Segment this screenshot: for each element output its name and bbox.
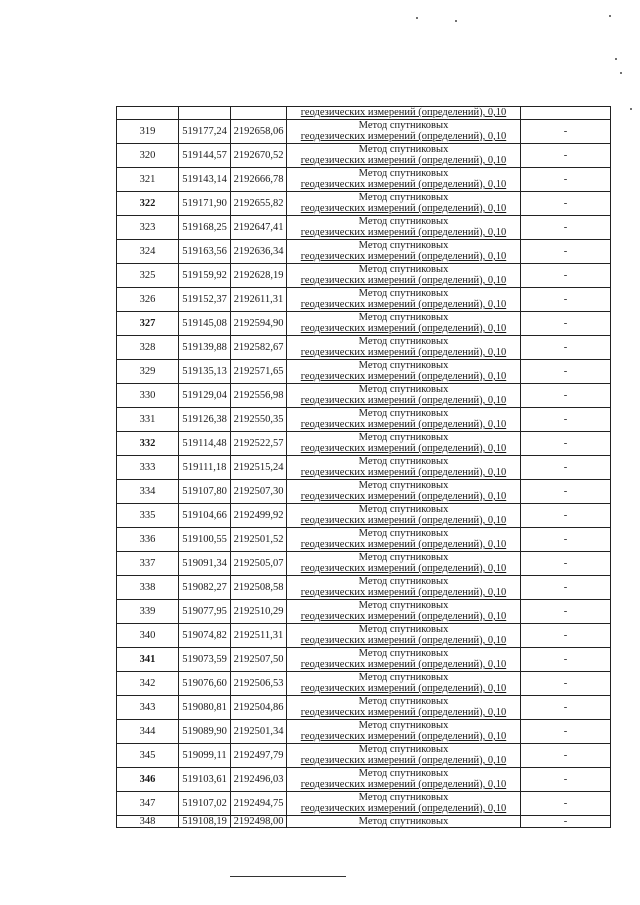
error-cell: - bbox=[521, 311, 611, 335]
method-text-line1: Метод спутниковых bbox=[358, 431, 449, 443]
point-number-cell: 333 bbox=[117, 455, 179, 479]
table-row bbox=[117, 167, 611, 191]
footer-rule bbox=[230, 876, 346, 877]
table-row bbox=[117, 119, 611, 143]
table-row-continued bbox=[117, 107, 611, 120]
method-text-line1: Метод спутниковых bbox=[358, 215, 449, 227]
y-coordinate-cell: 2192494,75 bbox=[231, 791, 287, 815]
y-coordinate-cell: 2192628,19 bbox=[231, 263, 287, 287]
method-cell bbox=[287, 287, 521, 311]
method-text: геодезических измерений (определений), 0,10 bbox=[300, 107, 507, 118]
table-row bbox=[117, 479, 611, 503]
x-coordinate-cell: 519091,34 bbox=[179, 551, 231, 575]
point-number-cell: 337 bbox=[117, 551, 179, 575]
method-text-line2: геодезических измерений (определений), 0,10 bbox=[300, 371, 507, 382]
method-text-line1: Метод спутниковых bbox=[358, 287, 449, 299]
error-cell: - bbox=[521, 815, 611, 828]
method-text-line1: Метод спутниковых bbox=[358, 455, 449, 467]
scan-speck bbox=[609, 15, 611, 17]
error-cell: - bbox=[521, 167, 611, 191]
method-text-line1: Метод спутниковых bbox=[358, 623, 449, 635]
point-number-cell bbox=[117, 107, 179, 120]
error-cell: - bbox=[521, 623, 611, 647]
y-coordinate-cell: 2192556,98 bbox=[231, 383, 287, 407]
method-text-line1: Метод спутниковых bbox=[358, 143, 449, 155]
method-text-line2: геодезических измерений (определений), 0,10 bbox=[300, 251, 507, 262]
table-row bbox=[117, 551, 611, 575]
x-coordinate-cell: 519074,82 bbox=[179, 623, 231, 647]
y-coordinate-cell: 2192636,34 bbox=[231, 239, 287, 263]
x-coordinate-cell: 519163,56 bbox=[179, 239, 231, 263]
x-coordinate-cell: 519107,80 bbox=[179, 479, 231, 503]
error-cell: - bbox=[521, 767, 611, 791]
method-text-line1: Метод спутниковых bbox=[358, 335, 449, 347]
method-cell bbox=[287, 527, 521, 551]
point-number-cell: 324 bbox=[117, 239, 179, 263]
method-text-line2: геодезических измерений (определений), 0,10 bbox=[300, 563, 507, 574]
y-coordinate-cell: 2192522,57 bbox=[231, 431, 287, 455]
method-cell bbox=[287, 503, 521, 527]
scan-speck bbox=[615, 58, 617, 60]
method-text-line1: Метод спутниковых bbox=[358, 647, 449, 659]
method-text-line1: Метод спутниковых bbox=[358, 503, 449, 515]
x-coordinate-cell: 519100,55 bbox=[179, 527, 231, 551]
error-cell: - bbox=[521, 383, 611, 407]
table-row bbox=[117, 599, 611, 623]
method-text-line1: Метод спутниковых bbox=[358, 695, 449, 707]
x-coordinate-cell: 519177,24 bbox=[179, 119, 231, 143]
table-row bbox=[117, 287, 611, 311]
error-cell: - bbox=[521, 647, 611, 671]
method-cell bbox=[287, 479, 521, 503]
error-cell: - bbox=[521, 551, 611, 575]
error-cell: - bbox=[521, 143, 611, 167]
table-row bbox=[117, 575, 611, 599]
method-cell bbox=[287, 263, 521, 287]
y-coordinate-cell: 2192506,53 bbox=[231, 671, 287, 695]
method-text-line2: геодезических измерений (определений), 0,10 bbox=[300, 395, 507, 406]
y-coordinate-cell: 2192515,24 bbox=[231, 455, 287, 479]
y-coordinate-cell: 2192510,29 bbox=[231, 599, 287, 623]
method-cell bbox=[287, 143, 521, 167]
point-number-cell: 326 bbox=[117, 287, 179, 311]
table-row bbox=[117, 671, 611, 695]
error-cell: - bbox=[521, 671, 611, 695]
table-row bbox=[117, 647, 611, 671]
x-coordinate-cell: 519107,02 bbox=[179, 791, 231, 815]
y-coordinate-cell: 2192550,35 bbox=[231, 407, 287, 431]
error-cell: - bbox=[521, 407, 611, 431]
x-coordinate-cell: 519168,25 bbox=[179, 215, 231, 239]
x-coordinate-cell: 519103,61 bbox=[179, 767, 231, 791]
method-text-line2: геодезических измерений (определений), 0,10 bbox=[300, 731, 507, 742]
method-text-line1: Метод спутниковых bbox=[358, 599, 449, 611]
y-coordinate-cell: 2192504,86 bbox=[231, 695, 287, 719]
method-text-line2: геодезических измерений (определений), 0,10 bbox=[300, 515, 507, 526]
method-text-line2: геодезических измерений (определений), 0,10 bbox=[300, 755, 507, 766]
point-number-cell: 335 bbox=[117, 503, 179, 527]
method-text-line2: геодезических измерений (определений), 0,10 bbox=[300, 683, 507, 694]
table-row bbox=[117, 335, 611, 359]
x-coordinate-cell: 519129,04 bbox=[179, 383, 231, 407]
method-text-line2: геодезических измерений (определений), 0,10 bbox=[300, 179, 507, 190]
error-cell: - bbox=[521, 527, 611, 551]
method-cell bbox=[287, 791, 521, 815]
x-coordinate-cell: 519143,14 bbox=[179, 167, 231, 191]
x-coordinate-cell: 519111,18 bbox=[179, 455, 231, 479]
error-cell: - bbox=[521, 719, 611, 743]
method-cell bbox=[287, 671, 521, 695]
y-coordinate-cell: 2192497,79 bbox=[231, 743, 287, 767]
method-text-line1: Метод спутниковых bbox=[358, 167, 449, 179]
point-number-cell: 328 bbox=[117, 335, 179, 359]
table-row bbox=[117, 383, 611, 407]
method-cell bbox=[287, 551, 521, 575]
error-cell: - bbox=[521, 191, 611, 215]
error-cell: - bbox=[521, 359, 611, 383]
x-coordinate-cell: 519108,19 bbox=[179, 815, 231, 828]
point-number-cell: 330 bbox=[117, 383, 179, 407]
method-text-line1: Метод спутниковых bbox=[358, 407, 449, 419]
table-row bbox=[117, 527, 611, 551]
method-cell bbox=[287, 359, 521, 383]
y-coordinate-cell: 2192508,58 bbox=[231, 575, 287, 599]
error-cell: - bbox=[521, 599, 611, 623]
method-text-line2: геодезических измерений (определений), 0,10 bbox=[300, 491, 507, 502]
method-text-line2: геодезических измерений (определений), 0,10 bbox=[300, 635, 507, 646]
x-coordinate-cell: 519114,48 bbox=[179, 431, 231, 455]
error-cell: - bbox=[521, 575, 611, 599]
point-number-cell: 338 bbox=[117, 575, 179, 599]
table-row bbox=[117, 263, 611, 287]
x-coordinate-cell: 519080,81 bbox=[179, 695, 231, 719]
method-text-line1: Метод спутниковых bbox=[358, 479, 449, 491]
scan-speck bbox=[455, 20, 457, 22]
method-text-line2: геодезических измерений (определений), 0,10 bbox=[300, 467, 507, 478]
point-number-cell: 341 bbox=[117, 647, 179, 671]
y-coordinate-cell: 2192571,65 bbox=[231, 359, 287, 383]
x-coordinate-cell bbox=[179, 107, 231, 120]
error-cell: - bbox=[521, 695, 611, 719]
point-number-cell: 321 bbox=[117, 167, 179, 191]
method-cell: Метод спутниковых bbox=[287, 815, 521, 828]
error-cell: - bbox=[521, 431, 611, 455]
method-text-line2: геодезических измерений (определений), 0,10 bbox=[300, 203, 507, 214]
point-number-cell: 336 bbox=[117, 527, 179, 551]
coordinates-table bbox=[116, 106, 611, 828]
method-cell bbox=[287, 767, 521, 791]
y-coordinate-cell: 2192655,82 bbox=[231, 191, 287, 215]
y-coordinate-cell bbox=[231, 107, 287, 120]
table-row bbox=[117, 431, 611, 455]
point-number-cell: 320 bbox=[117, 143, 179, 167]
point-number-cell: 347 bbox=[117, 791, 179, 815]
point-number-cell: 334 bbox=[117, 479, 179, 503]
error-cell: - bbox=[521, 503, 611, 527]
method-cell bbox=[287, 167, 521, 191]
y-coordinate-cell: 2192498,00 bbox=[231, 815, 287, 828]
method-text-line2: геодезических измерений (определений), 0,10 bbox=[300, 347, 507, 358]
y-coordinate-cell: 2192505,07 bbox=[231, 551, 287, 575]
point-number-cell: 342 bbox=[117, 671, 179, 695]
x-coordinate-cell: 519171,90 bbox=[179, 191, 231, 215]
y-coordinate-cell: 2192611,31 bbox=[231, 287, 287, 311]
point-number-cell: 344 bbox=[117, 719, 179, 743]
point-number-cell: 348 bbox=[117, 815, 179, 828]
table-row bbox=[117, 191, 611, 215]
point-number-cell: 339 bbox=[117, 599, 179, 623]
method-cell bbox=[287, 191, 521, 215]
y-coordinate-cell: 2192501,52 bbox=[231, 527, 287, 551]
method-cell bbox=[287, 311, 521, 335]
table-row bbox=[117, 719, 611, 743]
x-coordinate-cell: 519077,95 bbox=[179, 599, 231, 623]
method-text-line2: геодезических измерений (определений), 0,10 bbox=[300, 443, 507, 454]
table-row bbox=[117, 311, 611, 335]
point-number-cell: 325 bbox=[117, 263, 179, 287]
method-cell bbox=[287, 695, 521, 719]
table-row bbox=[117, 767, 611, 791]
method-cell bbox=[287, 719, 521, 743]
point-number-cell: 322 bbox=[117, 191, 179, 215]
table-row bbox=[117, 623, 611, 647]
method-text-line2: геодезических измерений (определений), 0,10 bbox=[300, 275, 507, 286]
point-number-cell: 319 bbox=[117, 119, 179, 143]
method-cell bbox=[287, 599, 521, 623]
method-text-line2: геодезических измерений (определений), 0,10 bbox=[300, 803, 507, 814]
method-text-line1: Метод спутниковых bbox=[358, 383, 449, 395]
method-cell bbox=[287, 119, 521, 143]
method-text-line1: Метод спутниковых bbox=[358, 719, 449, 731]
error-cell: - bbox=[521, 263, 611, 287]
method-cell bbox=[287, 215, 521, 239]
point-number-cell: 340 bbox=[117, 623, 179, 647]
table-row bbox=[117, 407, 611, 431]
error-cell: - bbox=[521, 119, 611, 143]
point-number-cell: 345 bbox=[117, 743, 179, 767]
x-coordinate-cell: 519082,27 bbox=[179, 575, 231, 599]
x-coordinate-cell: 519073,59 bbox=[179, 647, 231, 671]
x-coordinate-cell: 519089,90 bbox=[179, 719, 231, 743]
error-cell: - bbox=[521, 743, 611, 767]
error-cell: - bbox=[521, 455, 611, 479]
y-coordinate-cell: 2192511,31 bbox=[231, 623, 287, 647]
method-text-line2: геодезических измерений (определений), 0,10 bbox=[300, 659, 507, 670]
x-coordinate-cell: 519139,88 bbox=[179, 335, 231, 359]
method-text-line1: Метод спутниковых bbox=[358, 671, 449, 683]
table-row bbox=[117, 503, 611, 527]
method-text-line1: Метод спутниковых bbox=[358, 191, 449, 203]
method-text-line1: Метод спутниковых bbox=[358, 743, 449, 755]
method-text-line2: геодезических измерений (определений), 0,10 bbox=[300, 707, 507, 718]
table-row bbox=[117, 791, 611, 815]
method-cell bbox=[287, 335, 521, 359]
table-row bbox=[117, 215, 611, 239]
point-number-cell: 343 bbox=[117, 695, 179, 719]
method-text-line1: Метод спутниковых bbox=[358, 239, 449, 251]
y-coordinate-cell: 2192507,30 bbox=[231, 479, 287, 503]
method-cell bbox=[287, 107, 521, 120]
method-text-line1: Метод спутниковых bbox=[358, 575, 449, 587]
method-text-line2: геодезических измерений (определений), 0,10 bbox=[300, 323, 507, 334]
method-text-line1: Метод спутниковых bbox=[358, 119, 449, 131]
method-text-line1: Метод спутниковых bbox=[358, 311, 449, 323]
x-coordinate-cell: 519104,66 bbox=[179, 503, 231, 527]
scan-speck bbox=[630, 108, 632, 110]
point-number-cell: 329 bbox=[117, 359, 179, 383]
method-text-line2: геодезических измерений (определений), 0,10 bbox=[300, 587, 507, 598]
table-row bbox=[117, 695, 611, 719]
y-coordinate-cell: 2192582,67 bbox=[231, 335, 287, 359]
method-cell bbox=[287, 575, 521, 599]
method-text-line1: Метод спутниковых bbox=[358, 791, 449, 803]
table-row bbox=[117, 359, 611, 383]
error-cell: - bbox=[521, 239, 611, 263]
method-text-line1: Метод спутниковых bbox=[358, 527, 449, 539]
point-number-cell: 332 bbox=[117, 431, 179, 455]
error-cell: - bbox=[521, 335, 611, 359]
y-coordinate-cell: 2192496,03 bbox=[231, 767, 287, 791]
x-coordinate-cell: 519126,38 bbox=[179, 407, 231, 431]
x-coordinate-cell: 519099,11 bbox=[179, 743, 231, 767]
x-coordinate-cell: 519135,13 bbox=[179, 359, 231, 383]
scan-speck bbox=[620, 72, 622, 74]
method-cell bbox=[287, 383, 521, 407]
error-cell: - bbox=[521, 791, 611, 815]
point-number-cell: 323 bbox=[117, 215, 179, 239]
method-cell bbox=[287, 455, 521, 479]
scan-speck bbox=[416, 17, 418, 19]
table-row bbox=[117, 143, 611, 167]
method-text-line1: Метод спутниковых bbox=[358, 551, 449, 563]
y-coordinate-cell: 2192647,41 bbox=[231, 215, 287, 239]
y-coordinate-cell: 2192670,52 bbox=[231, 143, 287, 167]
y-coordinate-cell: 2192666,78 bbox=[231, 167, 287, 191]
table-row-last bbox=[117, 815, 611, 828]
error-cell: - bbox=[521, 479, 611, 503]
y-coordinate-cell: 2192501,34 bbox=[231, 719, 287, 743]
table-row bbox=[117, 743, 611, 767]
method-text-line2: геодезических измерений (определений), 0,10 bbox=[300, 227, 507, 238]
method-cell bbox=[287, 431, 521, 455]
x-coordinate-cell: 519145,08 bbox=[179, 311, 231, 335]
x-coordinate-cell: 519076,60 bbox=[179, 671, 231, 695]
error-cell bbox=[521, 107, 611, 120]
method-text-line2: геодезических измерений (определений), 0,10 bbox=[300, 299, 507, 310]
method-text-line1: Метод спутниковых bbox=[358, 263, 449, 275]
method-text-line1: Метод спутниковых bbox=[358, 767, 449, 779]
x-coordinate-cell: 519152,37 bbox=[179, 287, 231, 311]
point-number-cell: 331 bbox=[117, 407, 179, 431]
point-number-cell: 346 bbox=[117, 767, 179, 791]
y-coordinate-cell: 2192658,06 bbox=[231, 119, 287, 143]
x-coordinate-cell: 519159,92 bbox=[179, 263, 231, 287]
method-text-line2: геодезических измерений (определений), 0,10 bbox=[300, 611, 507, 622]
coordinates-table-body bbox=[117, 107, 611, 828]
method-cell bbox=[287, 623, 521, 647]
method-cell bbox=[287, 647, 521, 671]
table-row bbox=[117, 239, 611, 263]
error-cell: - bbox=[521, 287, 611, 311]
method-text-line2: геодезических измерений (определений), 0,10 bbox=[300, 539, 507, 550]
y-coordinate-cell: 2192594,90 bbox=[231, 311, 287, 335]
error-cell: - bbox=[521, 215, 611, 239]
method-cell bbox=[287, 743, 521, 767]
x-coordinate-cell: 519144,57 bbox=[179, 143, 231, 167]
table-row bbox=[117, 455, 611, 479]
y-coordinate-cell: 2192499,92 bbox=[231, 503, 287, 527]
y-coordinate-cell: 2192507,50 bbox=[231, 647, 287, 671]
method-text-line1: Метод спутниковых bbox=[358, 359, 449, 371]
method-text-line2: геодезических измерений (определений), 0,10 bbox=[300, 155, 507, 166]
method-text-line2: геодезических измерений (определений), 0,10 bbox=[300, 419, 507, 430]
point-number-cell: 327 bbox=[117, 311, 179, 335]
method-text-line2: геодезических измерений (определений), 0,10 bbox=[300, 131, 507, 142]
method-text-line2: геодезических измерений (определений), 0,10 bbox=[300, 779, 507, 790]
method-cell bbox=[287, 407, 521, 431]
method-cell bbox=[287, 239, 521, 263]
